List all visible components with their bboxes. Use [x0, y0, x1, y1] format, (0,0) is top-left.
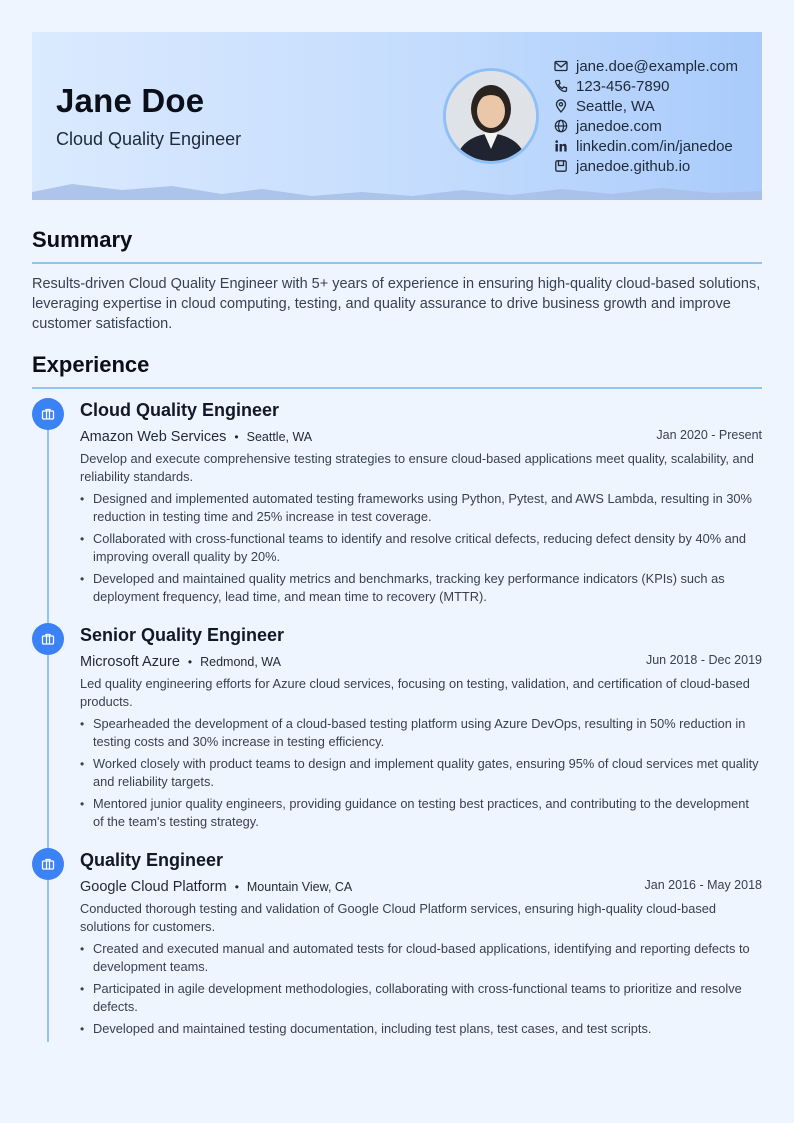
job-bullet: • Mentored junior quality engineers, providing guidance on testing best practices, and contributing to the development of the team's testing strategy. [80, 795, 762, 831]
candidate-title: Cloud Quality Engineer [56, 129, 242, 149]
briefcase-icon [41, 407, 55, 421]
job-bullet: • Participated in agile development methodologies, collaborating with cross-functional teams to prioritize and resolve defects. [80, 980, 762, 1016]
website-text: janedoe.com [576, 117, 662, 135]
job-title: Quality Engineer [80, 850, 224, 870]
job-title: Cloud Quality Engineer [80, 400, 280, 420]
contact-list [554, 56, 759, 176]
job-description: Led quality engineering efforts for Azure cloud services, focusing on testing, validation, and certification of cloud-based products. [80, 676, 750, 709]
contact-linkedin[interactable] [554, 136, 759, 156]
job-dates: Jan 2020 - Present [656, 428, 762, 442]
contact-github[interactable] [554, 156, 759, 176]
job-bullet: • Spearheaded the development of a cloud-based testing platform using Azure DevOps, resulting in 50% reduction in testing costs and 30% increase in testing efficiency. [80, 715, 762, 751]
company-name: Google Cloud Platform [80, 879, 227, 895]
job-location: Seattle, WA [246, 430, 313, 444]
phone-text: 123-456-7890 [576, 77, 670, 95]
job-location: Mountain View, CA [246, 880, 353, 894]
job-bullet: • Designed and implemented automated testing frameworks using Python, Pytest, and AWS Lambda, resulting in 30% reduction in testing time and 25% increase in test coverage. [80, 490, 762, 526]
location-text: Seattle, WA [576, 97, 655, 115]
job-bullets [80, 715, 762, 835]
job-bullet: • Created and executed manual and automated tests for cloud-based applications, identifying and reporting defects to development teams. [80, 940, 762, 976]
email-text: jane.doe@example.com [576, 57, 738, 75]
location-pin-icon [554, 99, 568, 113]
github-text: janedoe.github.io [576, 157, 691, 175]
job-meta [80, 878, 762, 896]
job-dot [32, 623, 64, 655]
job-title: Senior Quality Engineer [80, 625, 285, 645]
job-bullet: • Collaborated with cross-functional teams to identify and resolve critical defects, reducing defect density by 40% and improving overall quality by 20%. [80, 530, 762, 566]
meta-separator: • [187, 655, 193, 669]
contact-email[interactable] [554, 56, 759, 76]
job-meta [80, 428, 762, 446]
job-meta [80, 653, 762, 671]
job-dates: Jun 2018 - Dec 2019 [645, 653, 762, 667]
job-dates: Jan 2016 - May 2018 [644, 878, 762, 892]
mail-icon [554, 59, 568, 73]
job-dot [32, 398, 64, 430]
job-description: Develop and execute comprehensive testing strategies to ensure cloud-based applications meet quality, scalability, and reliability standards. [80, 451, 754, 484]
experience-heading: Experience [32, 352, 150, 377]
contact-website[interactable] [554, 116, 759, 136]
company-name: Amazon Web Services [80, 429, 227, 445]
summary-divider [32, 262, 762, 264]
linkedin-text: linkedin.com/in/janedoe [576, 137, 733, 155]
mountain-decoration [32, 184, 762, 200]
phone-icon [554, 79, 568, 93]
summary-text: Results-driven Cloud Quality Engineer with 5+ years of experience in ensuring high-quality cloud-based solutions, leveraging expertise in cloud computing, testing, and quality assurance to drive business growth and improve customer satisfaction. [32, 276, 761, 332]
github-icon [554, 159, 568, 173]
experience-divider [32, 387, 762, 389]
timeline-line [47, 400, 49, 1042]
summary-heading: Summary [32, 227, 133, 252]
globe-icon [554, 119, 568, 133]
company-name: Microsoft Azure [80, 654, 180, 670]
job-bullets [80, 940, 762, 1042]
contact-phone[interactable] [554, 76, 759, 96]
job-bullets [80, 490, 762, 610]
candidate-name: Jane Doe [56, 82, 205, 119]
briefcase-icon [41, 632, 55, 646]
profile-photo [443, 68, 539, 164]
job-bullet: • Worked closely with product teams to design and implement quality gates, ensuring 95% of cloud services met quality and reliability targets. [80, 755, 762, 791]
contact-location [554, 96, 759, 116]
job-bullet: • Developed and maintained quality metrics and benchmarks, tracking key performance indicators (KPIs) such as deployment frequency, lead time, and mean time to recovery (MTTR). [80, 570, 762, 606]
meta-separator: • [234, 880, 239, 894]
job-dot [32, 848, 64, 880]
briefcase-icon [41, 857, 55, 871]
job-location: Redmond, WA [200, 655, 281, 669]
job-description: Conducted thorough testing and validation of Google Cloud Platform services, ensuring high-quality cloud-based solutions for customers. [80, 901, 716, 934]
meta-separator: • [234, 430, 239, 444]
resume-header [32, 32, 762, 200]
job-bullet: • Developed and maintained testing documentation, including test plans, test cases, and test scripts. [80, 1020, 762, 1038]
linkedin-icon [554, 139, 568, 153]
